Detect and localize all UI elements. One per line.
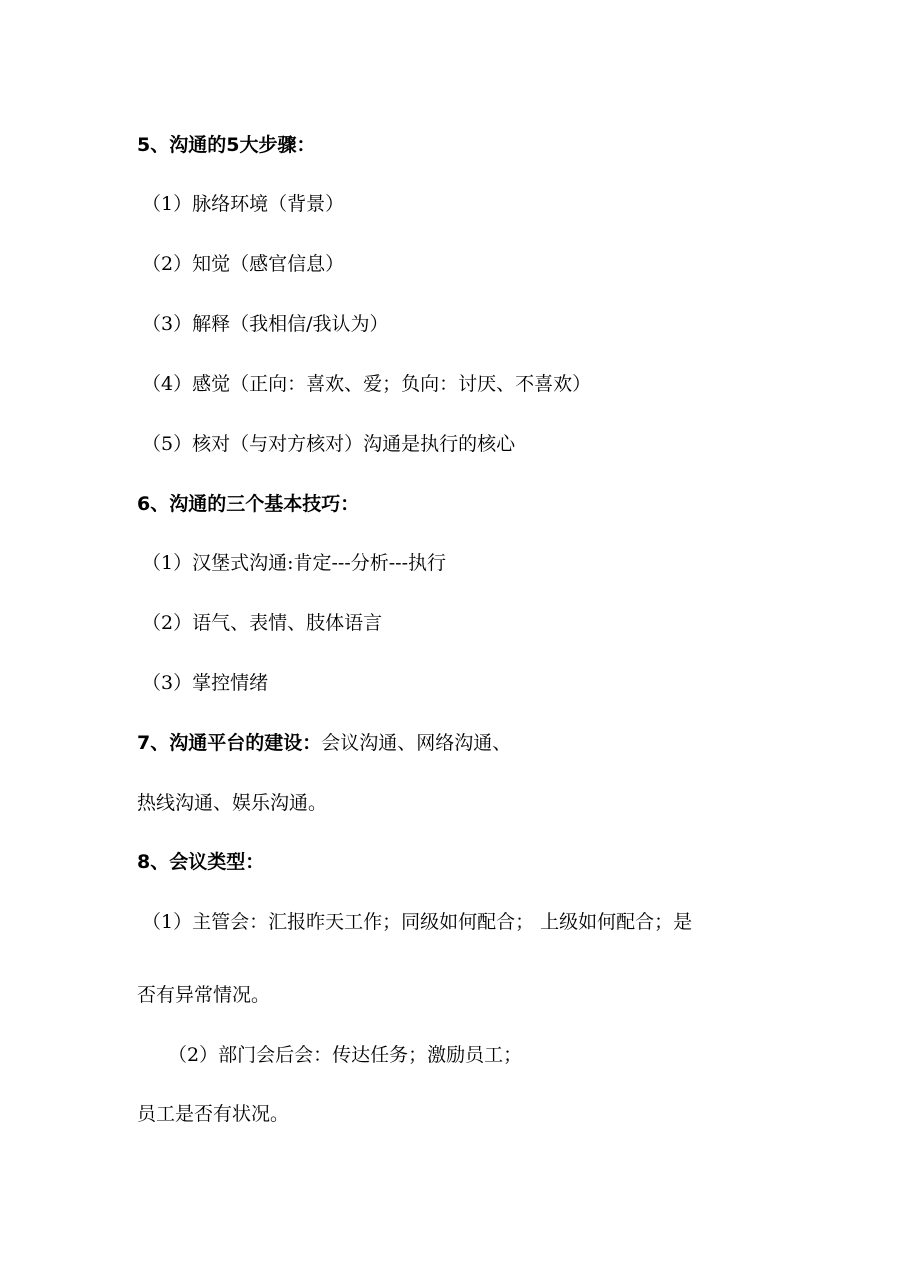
section-6-item-2: （2）语气、表情、肢体语言 (142, 612, 383, 634)
section-8-item-1-line-1: （1）主管会：汇报昨天工作；同级如何配合； 上级如何配合；是 (142, 911, 693, 933)
section-7-heading-text: 会议沟通、网络沟通、 (321, 732, 512, 754)
section-5-item-5: （5）核对（与对方核对）沟通是执行的核心 (142, 433, 516, 455)
section-5-item-4: （4）感觉（正向：喜欢、爱；负向：讨厌、不喜欢） (142, 373, 592, 395)
section-5-heading: 5、沟通的5大步骤： (137, 134, 316, 156)
section-7-continuation: 热线沟通、娱乐沟通。 (137, 792, 328, 814)
section-6-heading: 6、沟通的三个基本技巧： (137, 493, 360, 515)
section-6-item-1: （1）汉堡式沟通:肯定---分析---执行 (142, 552, 447, 574)
section-5-item-1: （1）脉络环境（背景） (142, 193, 345, 215)
section-5-item-2: （2）知觉（感官信息） (142, 253, 345, 275)
section-7-heading-line (137, 731, 511, 755)
section-8-heading: 8、会议类型： (137, 851, 265, 873)
section-8-item-2-line-2: 员工是否有状况。 (137, 1103, 290, 1125)
section-5-item-3: （3）解释（我相信/我认为） (142, 313, 389, 335)
section-8-item-1-line-2: 否有异常情况。 (137, 984, 271, 1006)
section-6-item-3: （3）掌控情绪 (142, 672, 269, 694)
section-8-item-2-line-1: （2）部门会后会：传达任务；激励员工； (168, 1044, 523, 1066)
section-7-heading: 7、沟通平台的建设： (137, 732, 322, 754)
